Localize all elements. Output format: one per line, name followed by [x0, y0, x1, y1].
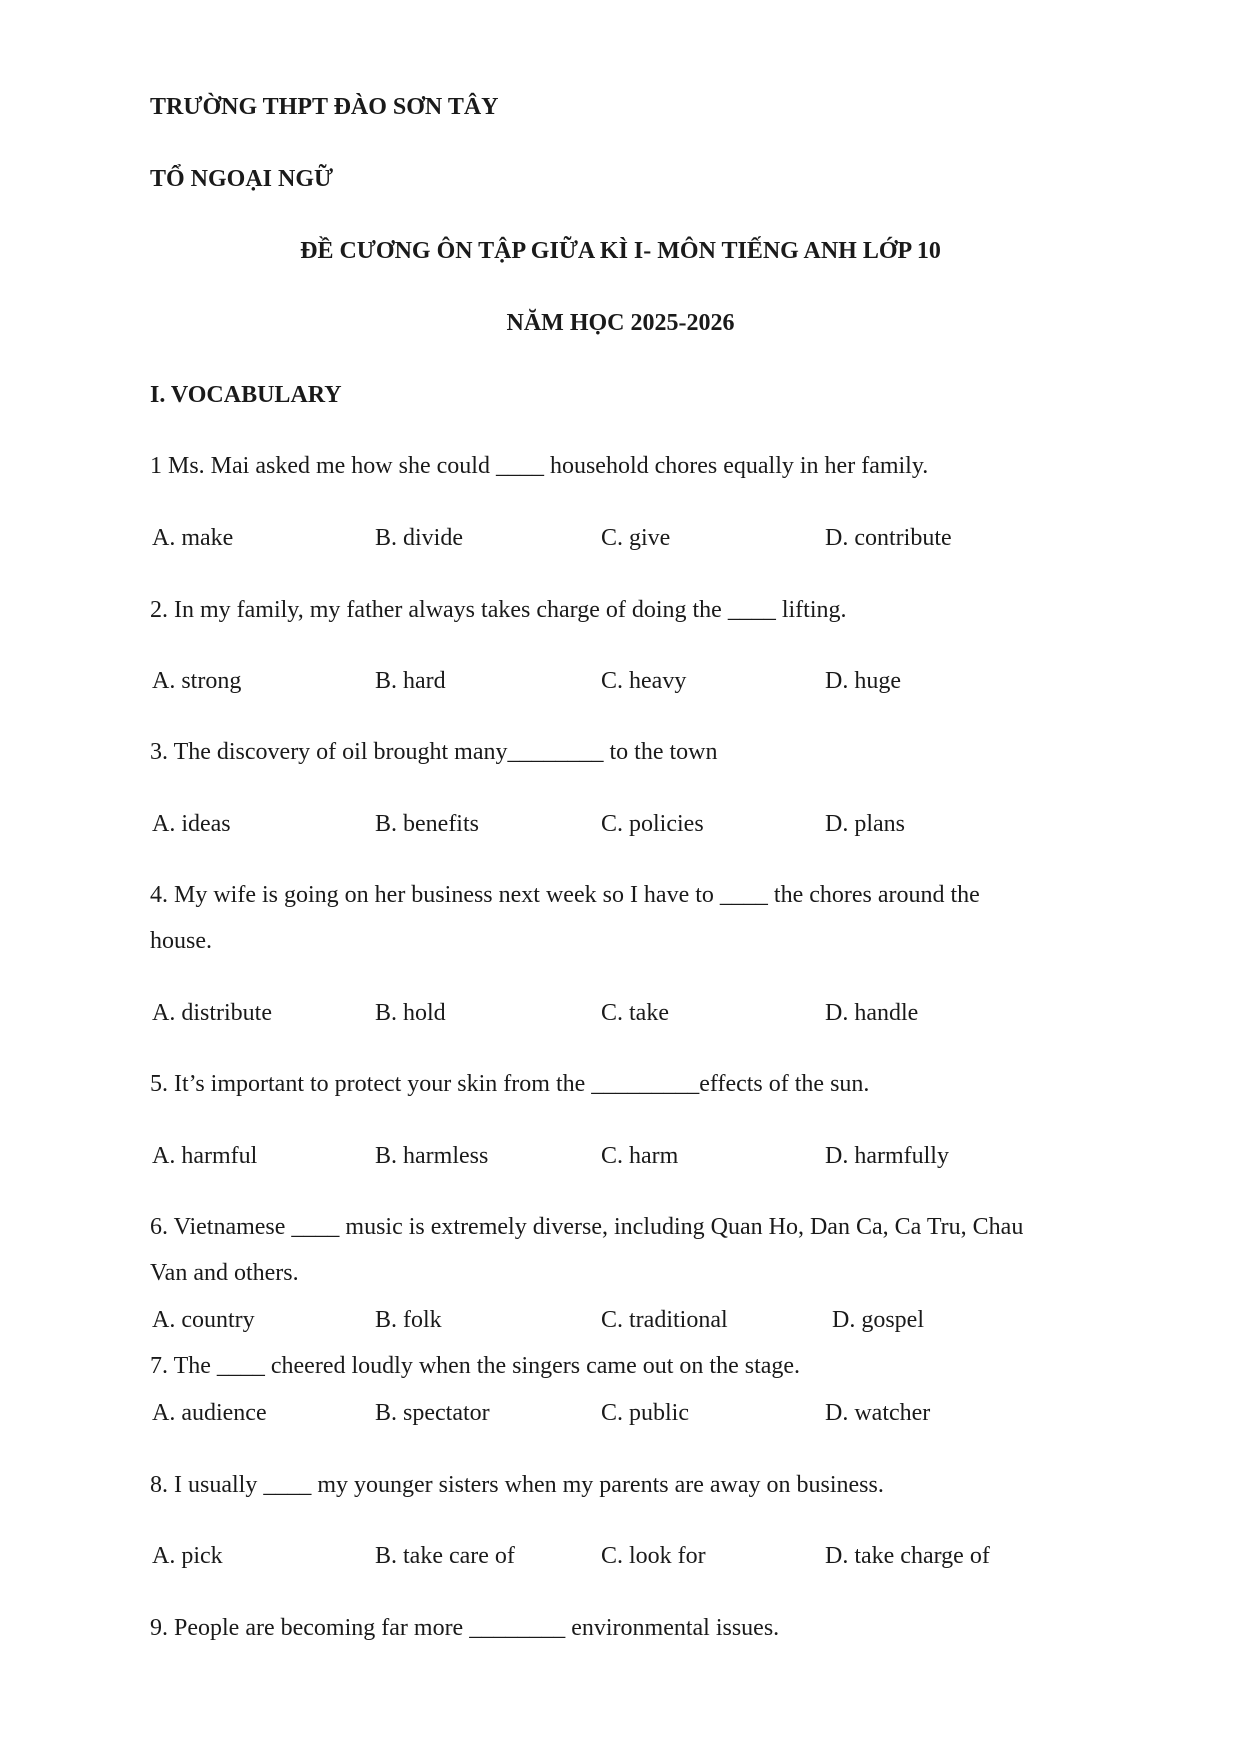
q1-option-b: B. divide [375, 525, 463, 551]
q2-option-d: D. huge [825, 668, 901, 694]
question-8: 8. I usually ____ my younger sisters when my parents are away on business. [150, 1472, 884, 1498]
q8-option-a: A. pick [152, 1543, 223, 1569]
q5-option-d: D. harmfully [825, 1143, 949, 1169]
document-title: ĐỀ CƯƠNG ÔN TẬP GIỮA KÌ I- MÔN TIẾNG ANH LỚP 10 [300, 238, 941, 264]
question-9: 9. People are becoming far more ________ environmental issues. [150, 1615, 780, 1641]
q3-option-d: D. plans [825, 811, 905, 837]
q2-option-c: C. heavy [601, 668, 687, 694]
q7-option-b: B. spectator [375, 1400, 490, 1426]
q3-option-c: C. policies [601, 811, 704, 837]
q8-option-c: C. look for [601, 1543, 706, 1569]
q5-option-a: A. harmful [152, 1143, 258, 1169]
q6-option-a: A. country [152, 1307, 255, 1333]
q3-option-b: B. benefits [375, 811, 479, 837]
question-5: 5. It’s important to protect your skin from the _________effects of the sun. [150, 1071, 870, 1097]
question-1: 1 Ms. Mai asked me how she could ____ household chores equally in her family. [150, 453, 929, 479]
q6-option-d: D. gospel [832, 1307, 924, 1333]
q5-option-c: C. harm [601, 1143, 679, 1169]
q3-option-a: A. ideas [152, 811, 231, 837]
q4-option-a: A. distribute [152, 1000, 272, 1026]
q8-option-d: D. take charge of [825, 1543, 990, 1569]
q7-option-d: D. watcher [825, 1400, 931, 1426]
department-name: TỔ NGOẠI NGỮ [150, 166, 334, 192]
section-title: I. VOCABULARY [150, 382, 342, 408]
question-4-line-2: house. [150, 928, 212, 954]
q2-option-a: A. strong [152, 668, 242, 694]
question-3: 3. The discovery of oil brought many________ to the town [150, 739, 718, 765]
question-7: 7. The ____ cheered loudly when the singers came out on the stage. [150, 1353, 801, 1379]
q2-option-b: B. hard [375, 668, 446, 694]
q8-option-b: B. take care of [375, 1543, 515, 1569]
question-4-line-1: 4. My wife is going on her business next week so I have to ____ the chores around the [150, 882, 980, 908]
q4-option-b: B. hold [375, 1000, 446, 1026]
question-2: 2. In my family, my father always takes charge of doing the ____ lifting. [150, 597, 847, 623]
school-year: NĂM HỌC 2025-2026 [506, 310, 735, 336]
q7-option-c: C. public [601, 1400, 689, 1426]
q1-option-d: D. contribute [825, 525, 952, 551]
question-6-line-2: Van and others. [150, 1260, 299, 1286]
q6-option-b: B. folk [375, 1307, 442, 1333]
q6-option-c: C. traditional [601, 1307, 728, 1333]
q4-option-c: C. take [601, 1000, 669, 1026]
q7-option-a: A. audience [152, 1400, 267, 1426]
q5-option-b: B. harmless [375, 1143, 489, 1169]
q1-option-c: C. give [601, 525, 671, 551]
school-name: TRƯỜNG THPT ĐÀO SƠN TÂY [150, 94, 499, 120]
q1-option-a: A. make [152, 525, 234, 551]
question-6-line-1: 6. Vietnamese ____ music is extremely diverse, including Quan Ho, Dan Ca, Ca Tru, Chau [150, 1214, 1024, 1240]
q4-option-d: D. handle [825, 1000, 919, 1026]
